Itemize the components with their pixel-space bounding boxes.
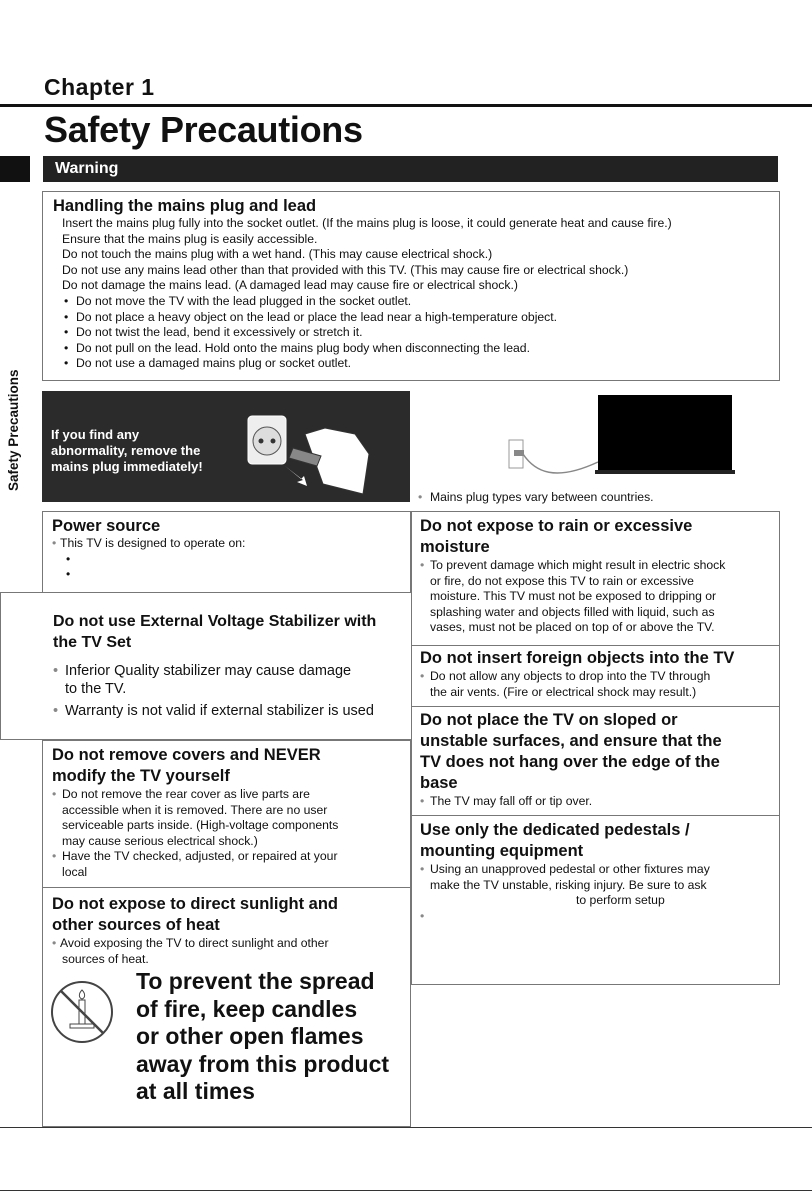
no-candle-icon bbox=[48, 978, 116, 1046]
power-heading: Power source bbox=[52, 517, 161, 535]
top-rule bbox=[0, 104, 812, 107]
power-line: • This TV is designed to operate on: bbox=[52, 536, 410, 552]
stabilizer-section bbox=[0, 592, 412, 740]
power-bullet: • bbox=[66, 551, 71, 566]
side-label: Safety Precautions bbox=[6, 369, 21, 491]
unplug-hand-icon bbox=[245, 410, 385, 500]
covers-heading: Do not remove covers and NEVER bbox=[52, 746, 321, 764]
covers-text: local bbox=[62, 864, 88, 879]
footer-rule bbox=[0, 1127, 812, 1128]
sunlight-text: sources of heat. bbox=[62, 951, 149, 966]
rain-heading: Do not expose to rain or excessive bbox=[420, 517, 693, 535]
foreign-heading: Do not insert foreign objects into the TV bbox=[420, 649, 735, 667]
footer-rule-bottom bbox=[0, 1190, 812, 1191]
tv-illustration bbox=[598, 395, 732, 472]
mains-bullet: • Do not pull on the lead. Hold onto the mains plug body when disconnecting the lead. bbox=[64, 341, 779, 357]
mains-line: Ensure that the mains plug is easily accessible. bbox=[62, 231, 318, 246]
warning-bar: Warning bbox=[43, 156, 778, 182]
mains-line: Do not use any mains lead other than that provided with this TV. (This may cause fire or electrical shock.) bbox=[62, 262, 629, 277]
rain-bullet: • To prevent damage which might result in electric shock bbox=[420, 558, 779, 574]
power-bullet: • bbox=[66, 566, 71, 581]
foreign-text: the air vents. (Fire or electrical shock may result.) bbox=[430, 684, 697, 699]
covers-heading: modify the TV yourself bbox=[52, 767, 230, 785]
pedestal-text: make the TV unstable, risking injury. Be sure to ask bbox=[430, 877, 707, 892]
sloped-heading: unstable surfaces, and ensure that the bbox=[420, 732, 722, 750]
plug-cable-icon bbox=[505, 432, 605, 480]
rain-text: moisture. This TV must not be exposed to dripping or bbox=[430, 589, 717, 604]
covers-text: accessible when it is removed. There are no user bbox=[62, 802, 328, 817]
mains-bullet: • Do not use a damaged mains plug or socket outlet. bbox=[64, 356, 779, 372]
power-section bbox=[42, 511, 411, 593]
foreign-bullet: • Do not allow any objects to drop into the TV through bbox=[420, 669, 779, 685]
covers-text: may cause serious electrical shock.) bbox=[62, 833, 258, 848]
mains-bullet: • Do not twist the lead, bend it excessively or stretch it. bbox=[64, 325, 779, 341]
pedestal-bullet: • Using an unapproved pedestal or other fixtures may bbox=[420, 862, 779, 878]
rain-heading: moisture bbox=[420, 538, 490, 556]
mains-heading: Handling the mains plug and lead bbox=[53, 197, 317, 215]
covers-bullet: • Do not remove the rear cover as live parts are bbox=[52, 787, 410, 803]
sloped-section bbox=[411, 706, 780, 816]
covers-bullet: • Have the TV checked, adjusted, or repaired at your bbox=[52, 849, 410, 865]
rain-section bbox=[411, 511, 780, 646]
stabilizer-bullet: • Warranty is not valid if external stabilizer is used bbox=[53, 702, 411, 720]
sunlight-heading: other sources of heat bbox=[52, 916, 220, 934]
sloped-heading: Do not place the TV on sloped or bbox=[420, 711, 678, 729]
side-tab-block bbox=[0, 156, 30, 182]
stabilizer-bullet: • Inferior Quality stabilizer may cause damage bbox=[53, 662, 411, 680]
mains-bullet: • Do not place a heavy object on the lead or place the lead near a high-temperature object. bbox=[64, 310, 779, 326]
mains-bullet: • Do not move the TV with the lead plugged in the socket outlet. bbox=[64, 294, 779, 310]
sloped-bullet: • The TV may fall off or tip over. bbox=[420, 794, 779, 810]
sunlight-bullet: • Avoid exposing the TV to direct sunlight and other bbox=[52, 936, 410, 952]
plug-note: • Mains plug types vary between countries. bbox=[418, 490, 812, 506]
sloped-heading: base bbox=[420, 774, 458, 792]
tv-stand bbox=[595, 470, 735, 474]
mains-section bbox=[42, 191, 780, 381]
rain-text: vases, must not be placed on top of or above the TV. bbox=[430, 620, 715, 635]
pedestal-heading: Use only the dedicated pedestals / bbox=[420, 821, 690, 839]
mains-line: Insert the mains plug fully into the socket outlet. (If the mains plug is loose, it could generate heat and cause fire.) bbox=[62, 216, 672, 230]
pedestal-section bbox=[411, 815, 780, 985]
stabilizer-heading: the TV Set bbox=[53, 634, 132, 651]
abnormality-text: If you find any abnormality, remove the mains plug immediately! bbox=[51, 427, 203, 474]
covers-text: serviceable parts inside. (High-voltage components bbox=[62, 818, 339, 833]
pedestal-bullet-empty bbox=[420, 909, 779, 925]
rain-text: or fire, do not expose this TV to rain or excessive bbox=[430, 573, 694, 588]
stabilizer-bullet-cont: to the TV. bbox=[65, 681, 127, 697]
stabilizer-heading: Do not use External Voltage Stabilizer with bbox=[53, 613, 377, 630]
pedestal-heading: mounting equipment bbox=[420, 842, 584, 860]
foreign-section bbox=[411, 645, 780, 707]
sunlight-heading: Do not expose to direct sunlight and bbox=[52, 895, 339, 913]
mains-line: Do not damage the mains lead. (A damaged lead may cause fire or electrical shock.) bbox=[62, 278, 518, 293]
rain-text: splashing water and objects filled with liquid, such as bbox=[430, 604, 715, 619]
pedestal-text: to perform setup bbox=[576, 893, 665, 908]
page-title: Safety Precautions bbox=[44, 109, 363, 150]
fire-warning: To prevent the spread of fire, keep candles or other open flames away from this product at all times bbox=[136, 968, 390, 1104]
sloped-heading: TV does not hang over the edge of the bbox=[420, 753, 720, 771]
covers-section bbox=[42, 740, 411, 888]
mains-line: Do not touch the mains plug with a wet hand. (This may cause electrical shock.) bbox=[62, 247, 493, 262]
chapter-label: Chapter 1 bbox=[44, 74, 155, 100]
